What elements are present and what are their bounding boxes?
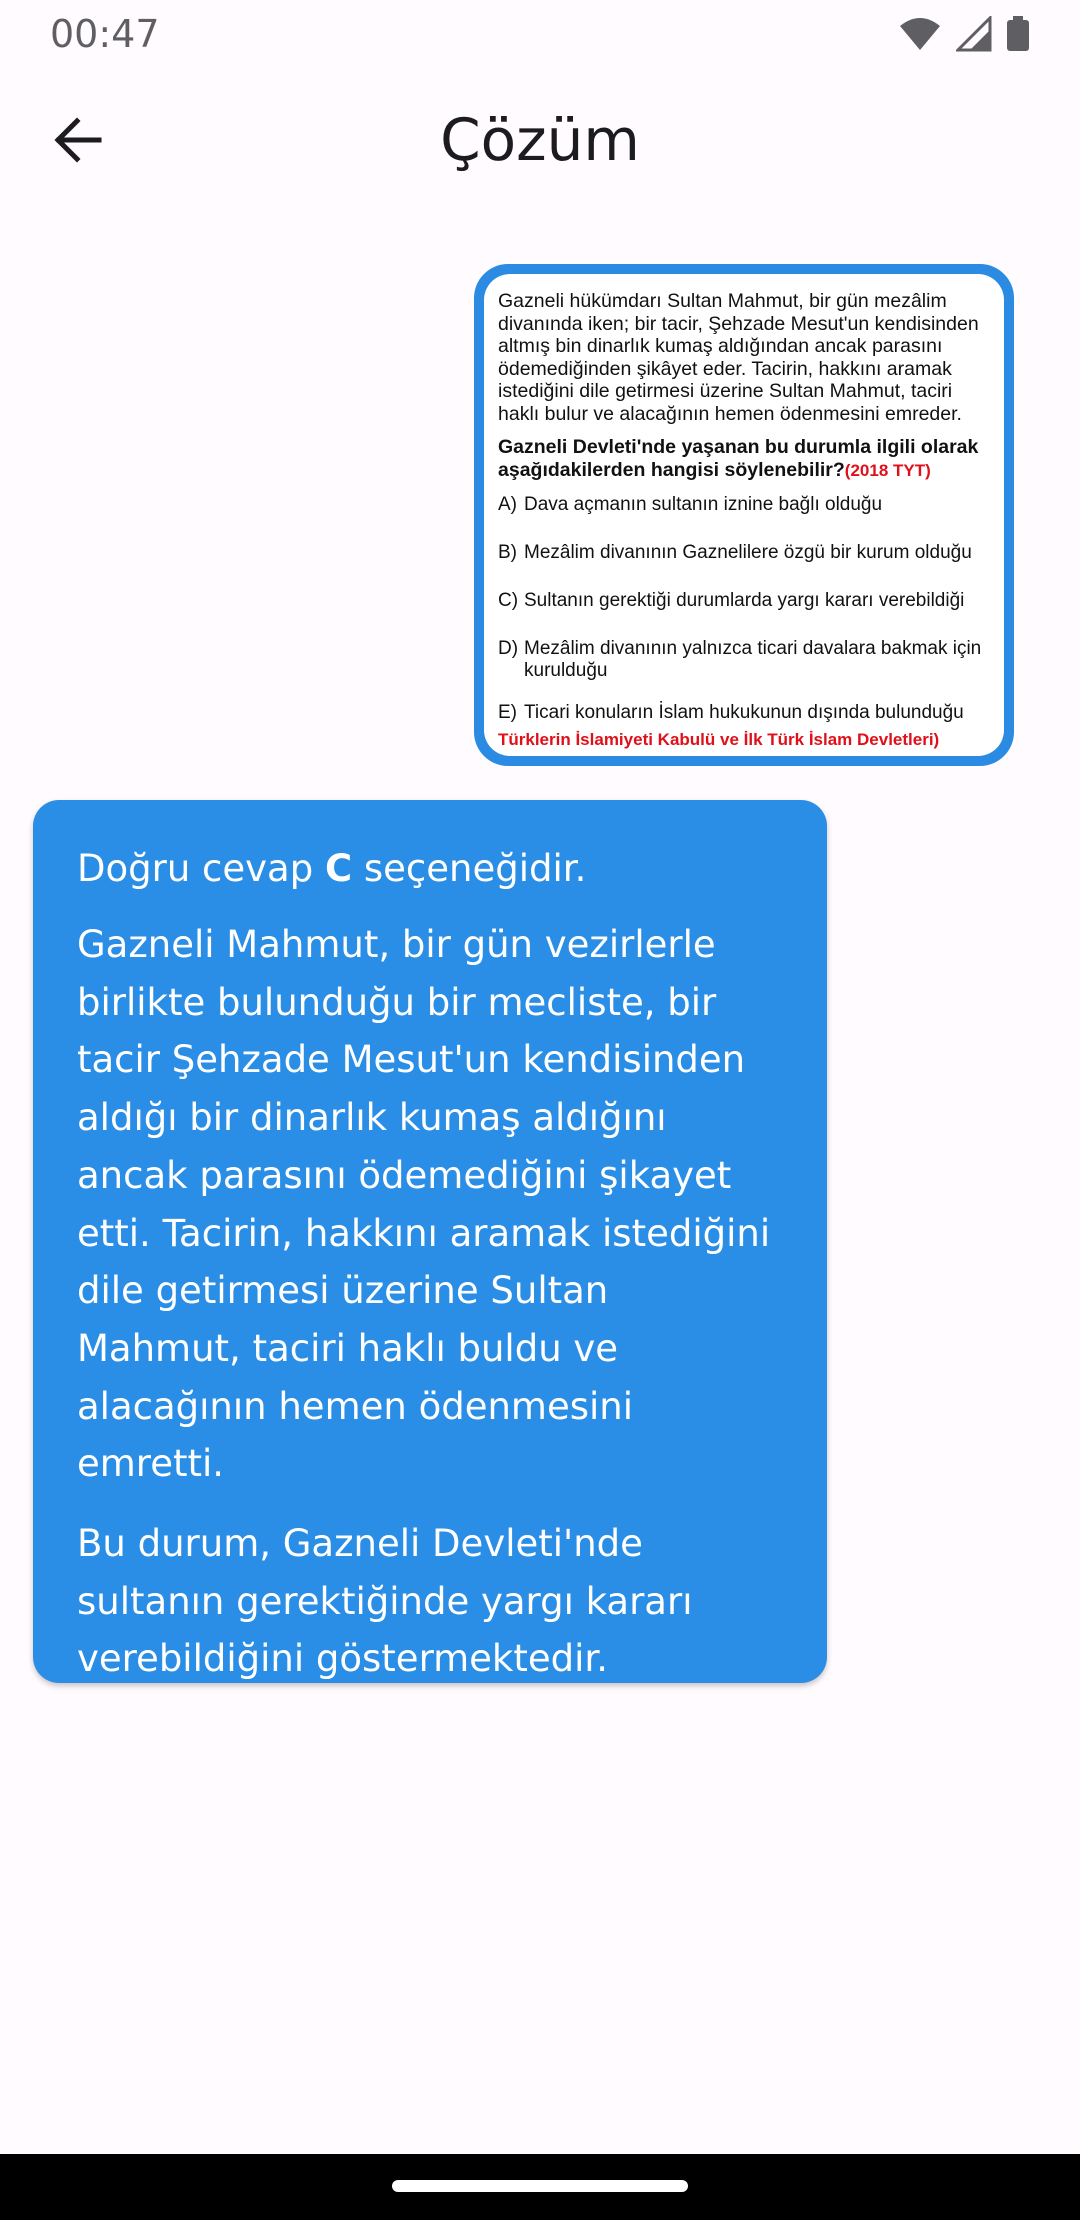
question-exam-tag: (2018 TYT) [844, 460, 931, 480]
battery-icon [1006, 16, 1030, 52]
page-title: Çözüm [440, 106, 640, 174]
app-bar [0, 68, 1080, 216]
answer-bubble [33, 800, 827, 1683]
status-time: 00:47 [50, 12, 160, 56]
question-option-d: D) Mezâlim divanının yalnızca ticari davalara bakmak için kurulduğu [498, 637, 982, 681]
question-stem: Gazneli hükümdarı Sultan Mahmut, bir gün mezâlim divanında iken; bir tacir, Şehzade Mesut'un kendisinden altmış bin dinarlık kumaş aldığından ancak parasını ödemediğinden şikâyet eder. Tacirin, hakkını aramak istediğini dile getirmesi üzerine Sultan Mahmut, taciri haklı bulur ve alacağının hemen ödenmesini emreder. [498, 290, 979, 425]
answer-paragraph-1: Gazneli Mahmut, bir gün vezirlerle birlikte bulunduğu bir mecliste, bir tacir Şehzade Mesut'un kendisinden aldığı bir dinarlık kumaş aldığını ancak parasını ödemediğini şikayet etti. Tacirin, hakkını aramak istediğini dile getirmesi üzerine Sultan Mahmut, taciri haklı buldu ve alacağının hemen ödenmesini emretti. [77, 923, 771, 1486]
question-image-card[interactable] [474, 264, 1014, 766]
question-option-e: E) Ticari konuların İslam hukukunun dışında bulunduğu [498, 701, 964, 723]
home-indicator[interactable] [392, 2180, 688, 2192]
question-source-label: Türklerin İslamiyeti Kabulü ve İlk Türk İslam Devletleri) [498, 729, 940, 749]
status-bar [0, 0, 1080, 68]
question-option-b: B) Mezâlim divanının Gaznelilere özgü bir kurum olduğu [498, 541, 972, 563]
question-prompt-text: Gazneli Devleti'nde yaşanan bu durumla ilgili olarak aşağıdakilerden hangisi söylenebilir? [498, 435, 979, 481]
status-icons [898, 16, 1030, 52]
system-navigation-bar [0, 2154, 1080, 2220]
question-options [498, 494, 994, 724]
wifi-icon [898, 16, 942, 52]
answer-letter: C [324, 847, 353, 890]
question-option-c: C) Sultanın gerektiği durumlarda yargı kararı verebildiği [498, 589, 965, 611]
question-option-a: A) Dava açmanın sultanın iznine bağlı olduğu [498, 493, 883, 515]
question-image [484, 274, 1004, 756]
answer-paragraph-2: Bu durum, Gazneli Devleti'nde sultanın gerektiğinde yargı kararı verebildiğini göstermektedir. [77, 1522, 693, 1681]
question-prompt [498, 436, 994, 482]
signal-icon [956, 16, 992, 52]
answer-intro: Doğru cevap C seçeneğidir. [77, 847, 587, 890]
